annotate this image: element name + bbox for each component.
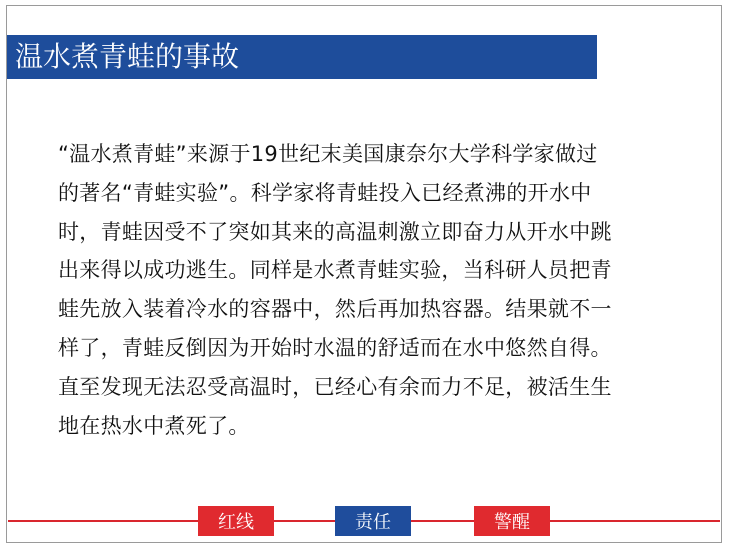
body-line: 出来得以成功逃生。同样是水煮青蛙实验，当科研人员把青 (58, 258, 612, 283)
footer-button-label: 责任 (355, 512, 391, 533)
title-banner (7, 35, 597, 79)
slide-title: 温水煮青蛙的事故 (15, 40, 240, 73)
footer-button-label: 警醒 (494, 512, 530, 533)
footer-button-red-line[interactable] (198, 506, 274, 536)
footer-button-label: 红线 (218, 512, 254, 533)
body-line: 蛙先放入装着冷水的容器中，然后再加热容器。结果就不一 (58, 297, 612, 322)
footer-button-responsibility[interactable] (335, 506, 411, 536)
body-line: 样了，青蛙反倒因为开始时水温的舒适而在水中悠然自得。 (58, 335, 612, 360)
body-line: 直至发现无法忍受高温时，已经心有余而力不足，被活生生 (58, 374, 612, 399)
body-line: 时，青蛙因受不了突如其来的高温刺激立即奋力从开水中跳 (58, 219, 612, 244)
footer-button-alert[interactable] (474, 506, 550, 536)
body-paragraph (58, 135, 708, 445)
body-line: 地在热水中煮死了。 (58, 413, 250, 438)
body-line: “温水煮青蛙”来源于19世纪末美国康奈尔大学科学家做过 (58, 142, 598, 166)
body-line: 的著名“青蛙实验”。科学家将青蛙投入已经煮沸的开水中 (58, 180, 592, 205)
